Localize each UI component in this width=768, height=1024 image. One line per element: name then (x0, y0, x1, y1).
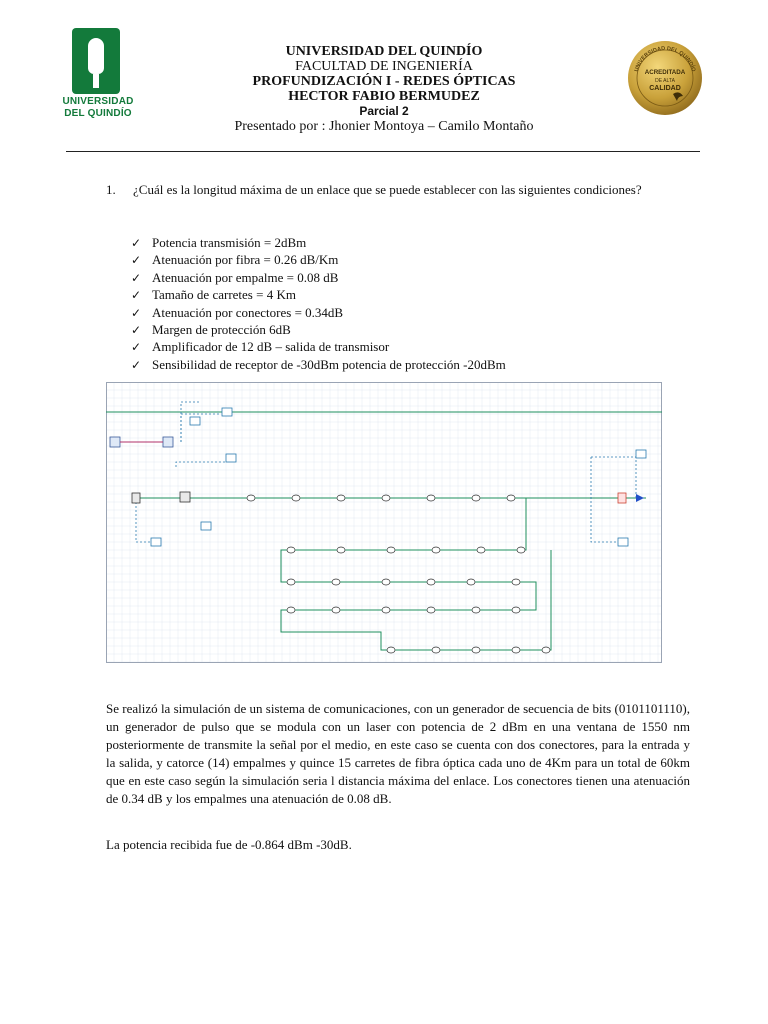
fiber-spool-block (427, 579, 435, 585)
check-mark-icon: ✓ (131, 340, 142, 355)
question-text: ¿Cuál es la longitud máxima de un enlace que se puede establecer con las siguientes condiciones? (133, 182, 642, 197)
fiber-spool-block (477, 547, 485, 553)
fiber-spool-block (387, 647, 395, 653)
university-name: UNIVERSIDAD DEL QUINDÍO (285, 44, 483, 59)
fiber-spool-block (332, 579, 340, 585)
check-mark-icon: ✓ (131, 253, 142, 268)
document-header (160, 44, 608, 134)
list-item (131, 356, 506, 373)
fiber-spool-block (382, 607, 390, 613)
fiber-spool-block (287, 607, 295, 613)
monitor-wire (591, 457, 636, 498)
fiber-spool-block (292, 495, 300, 501)
monitor-wire (181, 414, 221, 442)
seal-line1: ACREDITADA (644, 69, 686, 76)
accreditation-seal-icon (627, 40, 703, 116)
simulation-diagram (106, 382, 662, 663)
question-number: 1. (106, 182, 116, 197)
condition-text: Tamaño de carretes = 4 Km (152, 287, 296, 303)
monitor-block (201, 522, 211, 530)
modulator-block (180, 492, 190, 502)
fiber-spool-block (337, 495, 345, 501)
fiber-spool-block (332, 607, 340, 613)
receiver-block (618, 493, 626, 503)
university-logo-mark-icon (72, 28, 120, 94)
fiber-spool-block (287, 579, 295, 585)
fiber-spool-block (472, 647, 480, 653)
check-mark-icon: ✓ (131, 322, 142, 337)
check-mark-icon: ✓ (131, 357, 142, 372)
laser-block (132, 493, 140, 503)
fiber-spool-block (472, 495, 480, 501)
bit-generator-block (110, 437, 120, 447)
seal-line2: DE ALTA (655, 78, 675, 84)
fiber-spool-block (382, 579, 390, 585)
course-name: PROFUNDIZACIÓN I - REDES ÓPTICAS (252, 74, 516, 89)
fiber-spool-block (512, 607, 520, 613)
monitor-block (222, 408, 232, 416)
check-mark-icon: ✓ (131, 236, 142, 250)
fiber-spool-block (427, 607, 435, 613)
logo-text-line1: UNIVERSIDAD (62, 96, 134, 107)
logo-text-line2: DEL QUINDÍO (64, 108, 132, 119)
received-power-text: La potencia recibida fue de -0.864 dBm -30dB. (106, 837, 352, 852)
monitor-wire (136, 498, 151, 542)
fiber-spool-block (542, 647, 550, 653)
check-mark-icon: ✓ (131, 305, 142, 320)
question-1 (106, 181, 689, 198)
condition-text: Potencia transmisión = 2dBm (152, 235, 307, 250)
list-item (131, 286, 506, 303)
fiber-spool-block (337, 547, 345, 553)
condition-text: Atenuación por conectores = 0.34dB (152, 304, 344, 320)
check-mark-icon: ✓ (131, 270, 142, 285)
condition-text: Atenuación por empalme = 0.08 dB (152, 269, 339, 285)
fiber-spool-block (432, 647, 440, 653)
faculty-name: FACULTAD DE INGENIERÍA (295, 59, 473, 74)
presented-by: Presentado por : Jhonier Montoya – Camilo Montaño (234, 119, 534, 134)
monitor-block (190, 417, 200, 425)
condition-text: Sensibilidad de receptor de -30dBm potencia de protección -20dBm (152, 356, 506, 372)
list-item (131, 269, 506, 286)
fiber-spool-block (287, 547, 295, 553)
simulation-description: Se realizó la simulación de un sistema de comunicaciones, con un generador de secuencia de bits (0101101110), un generador de pulso que se modula con un laser con potencia de 2 dBm en una ventana de 1550 nm posteriormente de transmite la señal por el medio, en este caso se cuenta con dos conectores, para la entrada y la salida, y catorce (14) empalmes y quince 15 carretes de fibra óptica cada uno de 4Km para un total de 60km que en este caso según la simulación seria l distancia máxima del enlace. Los conectores tienen una atenuación de 0.34 dB y los empalmes una atenuación de 0.08 dB. (106, 701, 690, 806)
list-item (131, 234, 506, 251)
fiber-spool-block (382, 495, 390, 501)
list-item (131, 304, 506, 321)
header-divider (66, 151, 700, 152)
professor-name: HECTOR FABIO BERMUDEZ (288, 89, 480, 104)
condition-text: Amplificador de 12 dB – salida de transmisor (152, 339, 390, 355)
fiber-spool-block (387, 547, 395, 553)
monitor-wire (176, 462, 226, 467)
fiber-spool-block (517, 547, 525, 553)
fiber-spool-block (432, 547, 440, 553)
monitor-block (151, 538, 161, 546)
fiber-spool-block (427, 495, 435, 501)
list-item (131, 338, 506, 355)
fiber-spool-block (512, 647, 520, 653)
check-mark-icon: ✓ (131, 288, 142, 303)
fiber-spool-block (507, 495, 515, 501)
exam-title: Parcial 2 (359, 104, 409, 118)
monitor-wire (591, 457, 618, 542)
simulation-schematic (106, 382, 662, 663)
accreditation-seal (627, 40, 703, 116)
monitor-block (636, 450, 646, 458)
condition-text: Atenuación por fibra = 0.26 dB/Km (152, 252, 339, 268)
output-arrow (636, 494, 644, 502)
fiber-spool-block (472, 607, 480, 613)
fiber-spool-block (512, 579, 520, 585)
list-item (131, 251, 506, 268)
fiber-spool-block (247, 495, 255, 501)
fiber-spool-block (467, 579, 475, 585)
seal-arc-text: UNIVERSIDAD DEL QUINDÍO (633, 45, 697, 73)
conditions-list (131, 234, 506, 373)
pulse-generator-block (163, 437, 173, 447)
seal-line3: CALIDAD (649, 85, 681, 92)
list-item (131, 321, 506, 338)
condition-text: Margen de protección 6dB (152, 321, 291, 337)
university-logo (62, 28, 152, 124)
monitor-block (618, 538, 628, 546)
monitor-block (226, 454, 236, 462)
